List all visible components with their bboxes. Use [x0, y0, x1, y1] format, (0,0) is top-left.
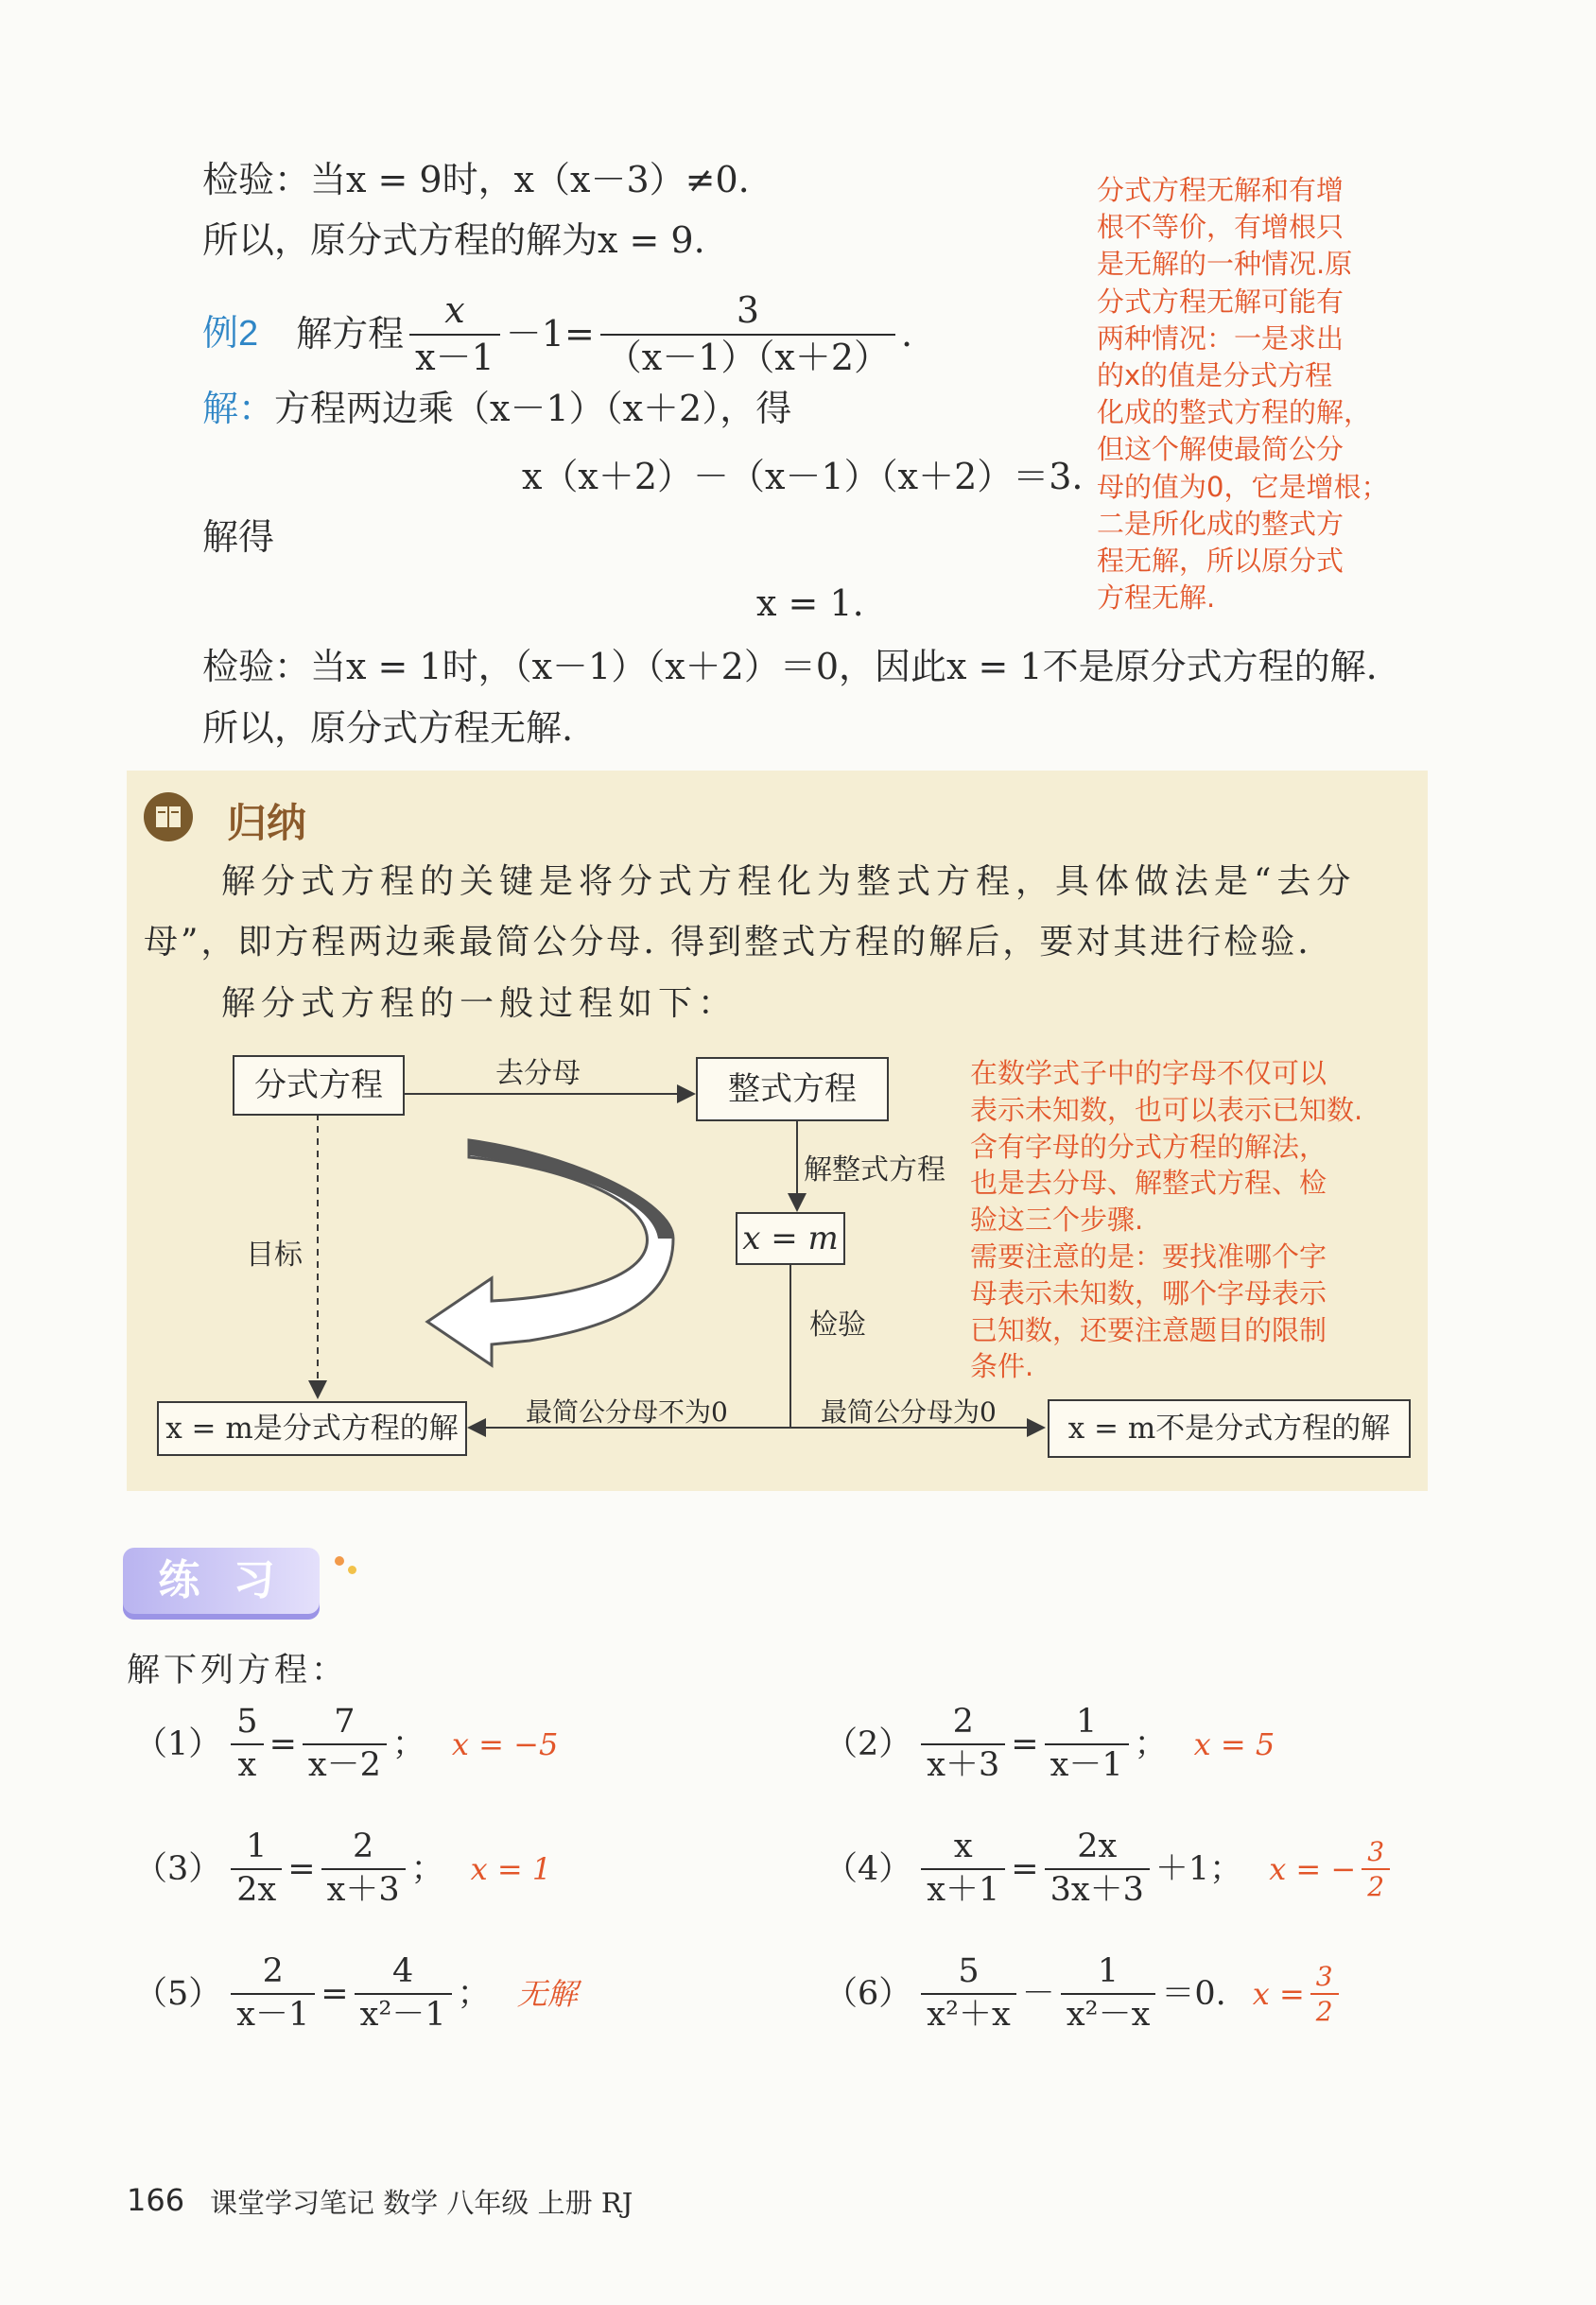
fraction-denominator: 2x	[236, 1870, 277, 1909]
note1-line: 母的值为0，它是增根；	[1097, 470, 1389, 503]
practice-problem	[824, 1702, 1275, 1787]
label-zero: 最简公分母为0	[821, 1396, 997, 1428]
fraction-numerator: 7	[334, 1703, 356, 1741]
fraction-numerator: 1	[1097, 1952, 1119, 1990]
fraction-denominator: x－1	[236, 1995, 310, 2034]
fraction-denominator: x－2	[307, 1745, 381, 1784]
summary-para2: 解分式方程的一般过程如下：	[221, 984, 738, 1023]
page-number: 166	[127, 2182, 185, 2218]
fraction-denominator: x＋3	[927, 1745, 1000, 1784]
note2-line: 在数学式子中的字母不仅可以	[970, 1057, 1327, 1089]
fraction-numerator: 2x	[1077, 1828, 1118, 1865]
fraction-numerator: x	[953, 1828, 973, 1865]
practice-problem	[824, 1827, 1396, 1912]
answer-prefix: x =	[1252, 1975, 1305, 2012]
problem-tail: ；	[457, 1974, 491, 2013]
note2-line: 表示未知数，也可以表示已知数.	[970, 1093, 1363, 1126]
problem-left-fraction	[231, 1702, 263, 1787]
fraction-numerator: 2	[352, 1828, 374, 1865]
note1-line: 程无解，所以原分式	[1097, 545, 1344, 578]
box-fractional-equation: 分式方程	[233, 1055, 405, 1116]
note1-line: 分式方程无解和有增	[1097, 174, 1344, 206]
problem-left-fraction	[921, 1827, 1005, 1912]
problem-tail: ；	[1134, 1724, 1168, 1763]
check-line-1: 检验：当x = 9时，x（x－3）≠0.	[202, 159, 750, 200]
problem-operator: =	[287, 1849, 316, 1888]
problem-tail: ；	[391, 1724, 425, 1763]
summary-para1-line1: 解分式方程的关键是将分式方程化为整式方程，具体做法是“去分	[221, 862, 1357, 901]
fraction-denominator: x²＋x	[927, 1995, 1011, 2034]
fraction-denominator: x	[237, 1745, 257, 1784]
label-solve: 解整式方程	[804, 1153, 945, 1187]
fraction-numerator: 4	[392, 1952, 414, 1990]
fraction-denominator: x＋1	[927, 1870, 1000, 1909]
practice-problem	[824, 1951, 1344, 2036]
conclusion-line-1: 所以，原分式方程的解为x = 9.	[202, 219, 705, 261]
problem-right-fraction	[1045, 1827, 1150, 1912]
problem-number: （1）	[134, 1724, 222, 1763]
problem-number: （3）	[134, 1849, 222, 1888]
problem-right-fraction	[1045, 1702, 1129, 1787]
box-is-solution: x = m是分式方程的解	[157, 1401, 467, 1456]
solution-label: 解：	[202, 390, 275, 429]
practice-problem	[134, 1951, 578, 2036]
note2-line: 需要注意的是：要找准哪个字	[970, 1239, 1327, 1273]
problem-operator: －	[1021, 1974, 1055, 2013]
problem-left-fraction	[231, 1951, 315, 2036]
solved-label: 解得	[202, 516, 275, 558]
note2-line: 已知数，还要注意题目的限制	[970, 1313, 1327, 1346]
rhs-denominator: （x－1）（x＋2）	[605, 336, 891, 378]
solution-result: x = 1.	[756, 582, 864, 624]
example-label: 例2	[202, 313, 259, 354]
note1-line: 方程无解.	[1097, 581, 1216, 615]
note1-line: 两种情况：一是求出	[1097, 321, 1344, 355]
example-middle: －1=	[505, 312, 595, 355]
fraction-numerator: 1	[246, 1828, 268, 1865]
practice-badge	[123, 1548, 320, 1620]
fraction-numerator: 2	[262, 1952, 284, 1990]
note1-line: 二是所化成的整式方	[1097, 507, 1344, 540]
problem-tail: ＝0.	[1161, 1974, 1226, 2013]
margin-note-2	[970, 1055, 1362, 1385]
label-goal: 目标	[246, 1239, 303, 1272]
example-prefix: 解方程	[296, 312, 405, 355]
problem-tail: ；	[410, 1849, 444, 1888]
fraction-numerator: 3	[1367, 1835, 1385, 1867]
handwritten-answer: 无解	[516, 1975, 578, 2012]
rhs-numerator: 3	[736, 289, 759, 331]
solution-equation: x（x＋2）－（x－1）（x＋2）＝3.	[522, 456, 1084, 497]
fraction-denominator: 2	[1315, 1995, 1333, 2027]
label-remove-denominator: 去分母	[495, 1057, 581, 1090]
box-x-equals-m: x = m	[736, 1212, 845, 1265]
solution-step1: 方程两边乘（x－1）（x＋2），得	[274, 388, 792, 429]
box-not-solution: x = m不是分式方程的解	[1048, 1399, 1411, 1458]
fraction-denominator: 2	[1367, 1870, 1385, 1902]
problem-operator: =	[321, 1974, 349, 2013]
practice-problem	[134, 1702, 558, 1787]
conclusion-line-2: 所以，原分式方程无解.	[202, 707, 574, 749]
fraction-numerator: 3	[1315, 1960, 1333, 1992]
lhs-denominator: x－1	[415, 336, 494, 378]
footer-book-title: 课堂学习笔记 数学 八年级 上册 RJ	[210, 2187, 633, 2219]
problem-number: （4）	[824, 1849, 912, 1888]
summary-title: 归纳	[227, 800, 307, 846]
fraction-denominator: x－1	[1050, 1745, 1123, 1784]
fraction-denominator: x＋3	[326, 1870, 400, 1909]
problem-operator: =	[269, 1724, 297, 1763]
fraction-numerator: 5	[236, 1703, 258, 1741]
problem-right-fraction	[355, 1951, 452, 2036]
answer-fraction	[1362, 1835, 1390, 1903]
lhs-numerator: x	[444, 289, 465, 331]
label-nonzero: 最简公分母不为0	[526, 1396, 728, 1428]
fraction-numerator: 1	[1075, 1703, 1098, 1741]
fraction-denominator: 3x＋3	[1050, 1870, 1144, 1909]
practice-instruction: 解下列方程：	[127, 1652, 349, 1690]
decor-dot-icon	[348, 1566, 356, 1574]
handwritten-answer: x = −5	[451, 1725, 559, 1762]
problem-right-fraction	[321, 1827, 406, 1912]
note1-line: 是无解的一种情况.原	[1097, 248, 1353, 281]
note1-line: 化成的整式方程的解，	[1097, 396, 1372, 429]
note2-line: 条件.	[970, 1350, 1034, 1383]
problem-operator: =	[1011, 1724, 1039, 1763]
note1-line: 的x的值是分式方程	[1097, 359, 1333, 392]
problem-operator: =	[1011, 1849, 1039, 1888]
problem-left-fraction	[921, 1951, 1016, 2036]
fraction-numerator: 5	[958, 1952, 980, 1990]
problem-left-fraction	[231, 1827, 282, 1912]
problem-right-fraction	[303, 1702, 387, 1787]
decor-dot-icon	[335, 1556, 344, 1566]
check-line-2: 检验：当x = 1时，（x－1）（x＋2）＝0，因此x = 1不是原分式方程的解.	[202, 646, 1378, 687]
handwritten-answer: x = 5	[1193, 1725, 1275, 1762]
practice-problem	[134, 1827, 551, 1912]
problem-left-fraction	[921, 1702, 1005, 1787]
note1-line: 根不等价，有增根只	[1097, 211, 1344, 244]
note1-line: 但这个解使最简公分	[1097, 433, 1344, 466]
problem-number: （2）	[824, 1724, 912, 1763]
problem-number: （6）	[824, 1974, 912, 2013]
problem-tail: ＋1；	[1154, 1849, 1243, 1888]
box-integral-equation: 整式方程	[696, 1057, 889, 1121]
curved-goal-arrow	[427, 1140, 673, 1365]
note1-line: 分式方程无解可能有	[1097, 285, 1344, 318]
fraction-denominator: x²－1	[359, 1995, 446, 2034]
note2-line: 也是去分母、解整式方程、检	[970, 1167, 1327, 1200]
note2-line: 含有字母的分式方程的解法，	[970, 1130, 1327, 1163]
practice-badge-label: 练 习	[158, 1556, 285, 1604]
example-tail: .	[901, 312, 913, 355]
answer-prefix: x = −	[1269, 1850, 1357, 1887]
label-check: 检验	[809, 1308, 866, 1342]
handwritten-answer	[1269, 1835, 1396, 1903]
answer-fraction	[1310, 1960, 1339, 2028]
problem-number: （5）	[134, 1974, 222, 2013]
handwritten-answer	[1253, 1960, 1344, 2028]
summary-para1-line2: 母”，即方程两边乘最简公分母. 得到整式方程的解后，要对其进行检验.	[144, 923, 1311, 962]
note2-line: 验这三个步骤.	[970, 1204, 1144, 1237]
fraction-denominator: x²－x	[1066, 1995, 1151, 2034]
note2-line: 母表示未知数，哪个字母表示	[970, 1276, 1327, 1309]
fraction-numerator: 2	[952, 1703, 974, 1741]
handwritten-answer: x = 1	[470, 1850, 552, 1887]
problem-right-fraction	[1061, 1951, 1156, 2036]
